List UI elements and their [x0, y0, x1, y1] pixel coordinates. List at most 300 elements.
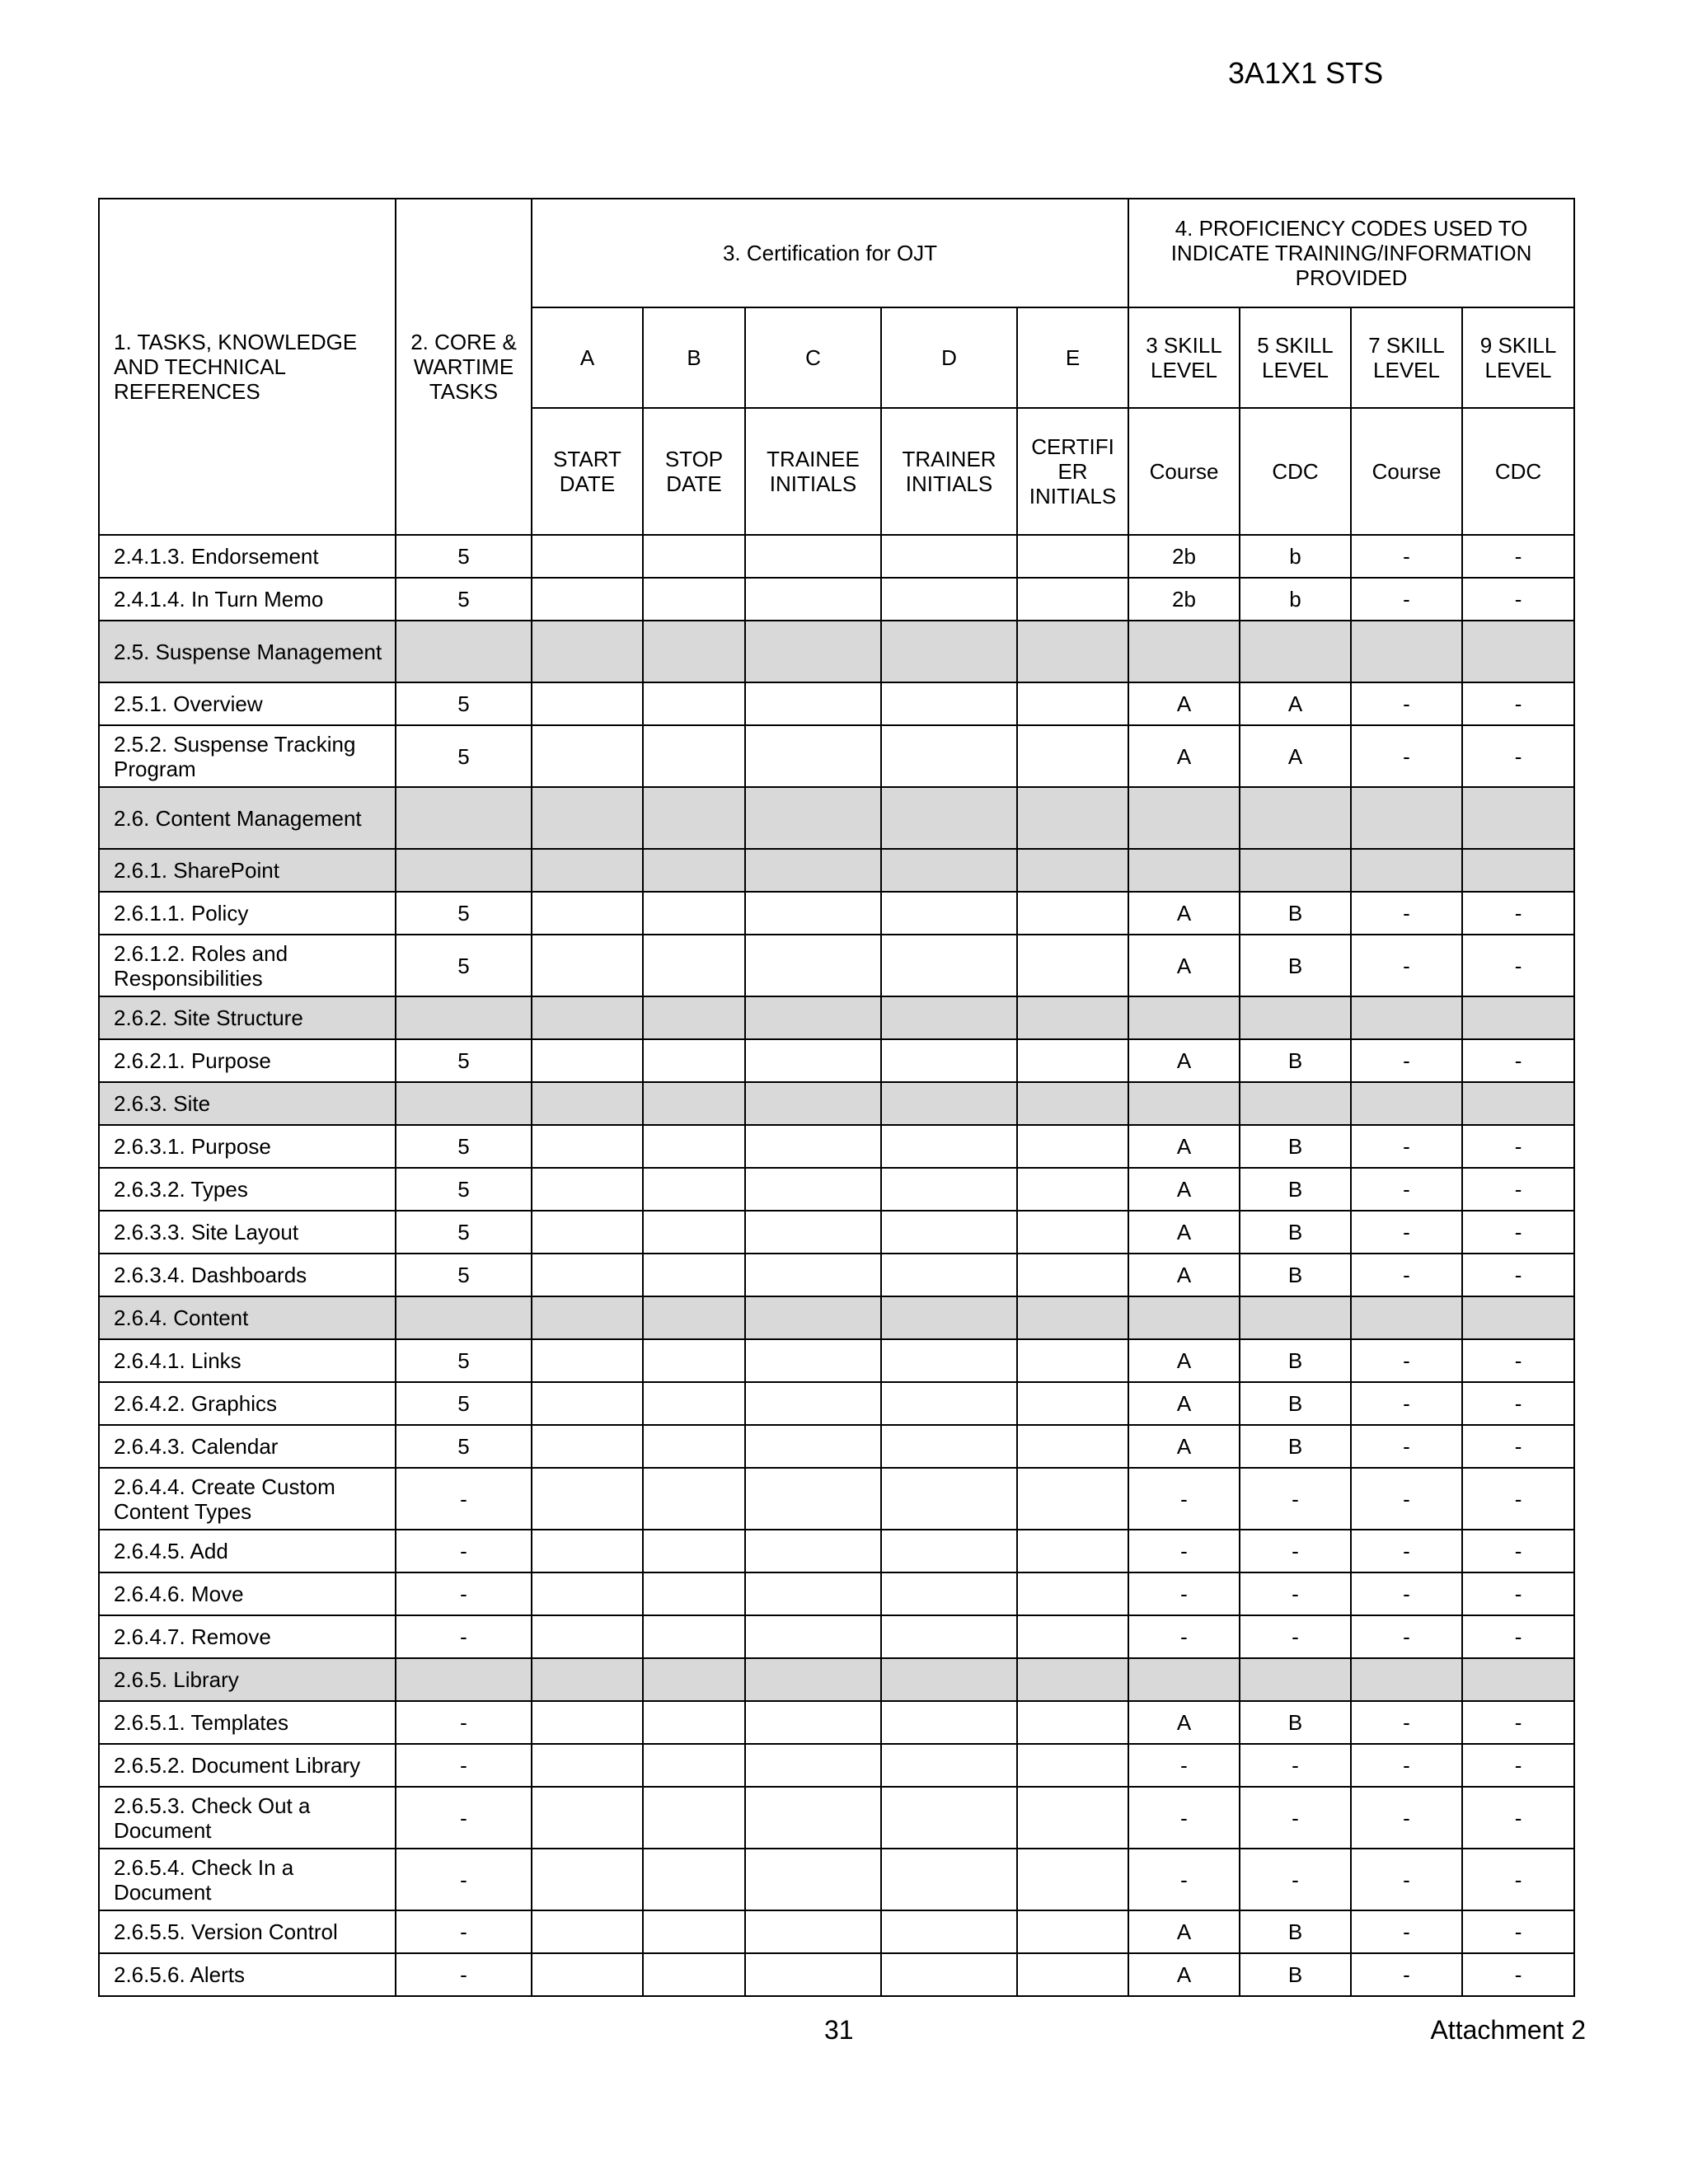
skill7-course-cell [1351, 1296, 1462, 1339]
task-cell: 2.6.2.1. Purpose [99, 1039, 396, 1082]
table-row [99, 1039, 1574, 1082]
skill7-course-cell: - [1351, 1211, 1462, 1254]
certifier-initials-cell [1017, 935, 1128, 996]
skill5-cdc-cell: - [1240, 1849, 1351, 1910]
stop-date-cell [643, 1082, 745, 1125]
core-cell: - [396, 1849, 532, 1910]
trainer-initials-cell [881, 1701, 1017, 1744]
stop-date-cell [643, 1849, 745, 1910]
skill9-cdc-cell [1462, 787, 1574, 849]
table-row [99, 1849, 1574, 1910]
stop-date-cell [643, 725, 745, 787]
skill5-cdc-cell [1240, 1082, 1351, 1125]
skill3-course-cell: A [1128, 1168, 1240, 1211]
start-date-cell [532, 1658, 643, 1701]
trainee-initials-cell [745, 1701, 881, 1744]
header-tasks: 1. TASKS, KNOWLEDGE AND TECHNICAL REFERENCES [99, 199, 396, 535]
skill9-cdc-cell [1462, 996, 1574, 1039]
skill3-course-cell [1128, 787, 1240, 849]
table-row [99, 535, 1574, 578]
trainer-initials-cell [881, 1744, 1017, 1787]
trainee-initials-cell [745, 892, 881, 935]
core-cell: 5 [396, 892, 532, 935]
stop-date-cell [643, 1701, 745, 1744]
skill9-cdc-cell: - [1462, 1382, 1574, 1425]
header-9-cdc: CDC [1462, 408, 1574, 535]
skill7-course-cell: - [1351, 1468, 1462, 1530]
page-number: 31 [824, 2015, 854, 2045]
skill9-cdc-cell: - [1462, 578, 1574, 621]
certifier-initials-cell [1017, 1701, 1128, 1744]
certifier-initials-cell [1017, 1339, 1128, 1382]
skill9-cdc-cell: - [1462, 1910, 1574, 1953]
skill5-cdc-cell [1240, 1658, 1351, 1701]
certifier-initials-cell [1017, 1910, 1128, 1953]
start-date-cell [532, 1530, 643, 1572]
stop-date-cell [643, 1382, 745, 1425]
trainer-initials-cell [881, 1382, 1017, 1425]
start-date-cell [532, 682, 643, 725]
start-date-cell [532, 1168, 643, 1211]
trainer-initials-cell [881, 1039, 1017, 1082]
skill7-course-cell: - [1351, 1530, 1462, 1572]
trainee-initials-cell [745, 1530, 881, 1572]
core-cell: 5 [396, 682, 532, 725]
skill7-course-cell: - [1351, 578, 1462, 621]
skill7-course-cell [1351, 849, 1462, 892]
skill5-cdc-cell: B [1240, 1168, 1351, 1211]
header-start-date: START DATE [532, 408, 643, 535]
trainee-initials-cell [745, 1254, 881, 1296]
skill9-cdc-cell: - [1462, 1953, 1574, 1996]
skill3-course-cell [1128, 996, 1240, 1039]
task-cell: 2.5. Suspense Management [99, 621, 396, 682]
stop-date-cell [643, 1211, 745, 1254]
skill3-course-cell: - [1128, 1744, 1240, 1787]
skill5-cdc-cell: B [1240, 1125, 1351, 1168]
start-date-cell [532, 1211, 643, 1254]
header-certification: 3. Certification for OJT [532, 199, 1128, 307]
table-row [99, 1168, 1574, 1211]
trainer-initials-cell [881, 1787, 1017, 1849]
skill5-cdc-cell: B [1240, 1953, 1351, 1996]
table-row [99, 725, 1574, 787]
certifier-initials-cell [1017, 1572, 1128, 1615]
skill5-cdc-cell: B [1240, 1039, 1351, 1082]
trainee-initials-cell [745, 1953, 881, 1996]
skill9-cdc-cell: - [1462, 1468, 1574, 1530]
skill7-course-cell: - [1351, 1701, 1462, 1744]
stop-date-cell [643, 849, 745, 892]
certifier-initials-cell [1017, 787, 1128, 849]
skill9-cdc-cell: - [1462, 1039, 1574, 1082]
trainee-initials-cell [745, 849, 881, 892]
trainee-initials-cell [745, 535, 881, 578]
core-cell: - [396, 1910, 532, 1953]
core-cell [396, 1082, 532, 1125]
header-3-course: Course [1128, 408, 1240, 535]
stop-date-cell [643, 935, 745, 996]
stop-date-cell [643, 892, 745, 935]
skill7-course-cell: - [1351, 1849, 1462, 1910]
skill7-course-cell: - [1351, 1615, 1462, 1658]
core-cell [396, 621, 532, 682]
certifier-initials-cell [1017, 1082, 1128, 1125]
trainer-initials-cell [881, 535, 1017, 578]
trainer-initials-cell [881, 621, 1017, 682]
trainee-initials-cell [745, 1910, 881, 1953]
skill7-course-cell: - [1351, 725, 1462, 787]
core-cell: 5 [396, 535, 532, 578]
skill5-cdc-cell: A [1240, 682, 1351, 725]
table-row [99, 892, 1574, 935]
task-cell: 2.4.1.4. In Turn Memo [99, 578, 396, 621]
table-row [99, 1744, 1574, 1787]
stop-date-cell [643, 1910, 745, 1953]
skill3-course-cell [1128, 621, 1240, 682]
section-row [99, 1296, 1574, 1339]
trainer-initials-cell [881, 787, 1017, 849]
skill9-cdc-cell: - [1462, 1125, 1574, 1168]
trainer-initials-cell [881, 1296, 1017, 1339]
core-cell: 5 [396, 1425, 532, 1468]
start-date-cell [532, 935, 643, 996]
stop-date-cell [643, 1296, 745, 1339]
table-row [99, 1125, 1574, 1168]
trainee-initials-cell [745, 1382, 881, 1425]
attachment-label: Attachment 2 [1430, 2015, 1586, 2045]
skill5-cdc-cell: - [1240, 1572, 1351, 1615]
core-cell: 5 [396, 1125, 532, 1168]
trainer-initials-cell [881, 1082, 1017, 1125]
trainer-initials-cell [881, 1168, 1017, 1211]
stop-date-cell [643, 1572, 745, 1615]
core-cell: 5 [396, 578, 532, 621]
trainee-initials-cell [745, 1615, 881, 1658]
table-row [99, 1211, 1574, 1254]
core-cell: - [396, 1953, 532, 1996]
start-date-cell [532, 1339, 643, 1382]
section-row [99, 621, 1574, 682]
skill7-course-cell: - [1351, 1572, 1462, 1615]
certifier-initials-cell [1017, 725, 1128, 787]
stop-date-cell [643, 1339, 745, 1382]
skill5-cdc-cell [1240, 996, 1351, 1039]
table-row [99, 682, 1574, 725]
start-date-cell [532, 1125, 643, 1168]
header-9-skill: 9 SKILL LEVEL [1462, 307, 1574, 408]
certifier-initials-cell [1017, 1615, 1128, 1658]
skill3-course-cell: A [1128, 892, 1240, 935]
task-cell: 2.6.1.1. Policy [99, 892, 396, 935]
certifier-initials-cell [1017, 1254, 1128, 1296]
certifier-initials-cell [1017, 1953, 1128, 1996]
trainee-initials-cell [745, 1425, 881, 1468]
trainee-initials-cell [745, 1787, 881, 1849]
skill5-cdc-cell: - [1240, 1744, 1351, 1787]
skill3-course-cell: - [1128, 1530, 1240, 1572]
trainer-initials-cell [881, 1425, 1017, 1468]
skill9-cdc-cell: - [1462, 1572, 1574, 1615]
skill9-cdc-cell: - [1462, 725, 1574, 787]
skill9-cdc-cell: - [1462, 1425, 1574, 1468]
table-row [99, 1425, 1574, 1468]
header-trainee-initials: TRAINEE INITIALS [745, 408, 881, 535]
skill9-cdc-cell [1462, 849, 1574, 892]
table-row [99, 1615, 1574, 1658]
header-5-cdc: CDC [1240, 408, 1351, 535]
skill9-cdc-cell: - [1462, 892, 1574, 935]
core-cell: 5 [396, 1039, 532, 1082]
table-row [99, 1254, 1574, 1296]
skill9-cdc-cell [1462, 1082, 1574, 1125]
skill3-course-cell: - [1128, 1572, 1240, 1615]
trainer-initials-cell [881, 1849, 1017, 1910]
skill9-cdc-cell: - [1462, 1849, 1574, 1910]
header-certifier-initials: CERTIFI ER INITIALS [1017, 408, 1128, 535]
start-date-cell [532, 1615, 643, 1658]
skill3-course-cell: - [1128, 1849, 1240, 1910]
start-date-cell [532, 1572, 643, 1615]
trainer-initials-cell [881, 1254, 1017, 1296]
task-cell: 2.5.2. Suspense Tracking Program [99, 725, 396, 787]
skill9-cdc-cell [1462, 1658, 1574, 1701]
task-cell: 2.6.4.7. Remove [99, 1615, 396, 1658]
skill5-cdc-cell: B [1240, 1211, 1351, 1254]
certifier-initials-cell [1017, 1125, 1128, 1168]
skill9-cdc-cell: - [1462, 1744, 1574, 1787]
certifier-initials-cell [1017, 1296, 1128, 1339]
trainee-initials-cell [745, 996, 881, 1039]
sts-table [98, 198, 1575, 1997]
start-date-cell [532, 787, 643, 849]
start-date-cell [532, 1701, 643, 1744]
core-cell: - [396, 1701, 532, 1744]
table-row [99, 1572, 1574, 1615]
trainer-initials-cell [881, 1530, 1017, 1572]
skill5-cdc-cell: B [1240, 892, 1351, 935]
skill3-course-cell: A [1128, 1254, 1240, 1296]
skill7-course-cell: - [1351, 1339, 1462, 1382]
stop-date-cell [643, 578, 745, 621]
core-cell: - [396, 1787, 532, 1849]
stop-date-cell [643, 787, 745, 849]
core-cell [396, 1658, 532, 1701]
stop-date-cell [643, 1425, 745, 1468]
skill5-cdc-cell: b [1240, 535, 1351, 578]
task-cell: 2.6.5.2. Document Library [99, 1744, 396, 1787]
certifier-initials-cell [1017, 1658, 1128, 1701]
trainee-initials-cell [745, 621, 881, 682]
trainee-initials-cell [745, 935, 881, 996]
table-row [99, 1468, 1574, 1530]
document-id: 3A1X1 STS [1228, 56, 1384, 90]
trainer-initials-cell [881, 935, 1017, 996]
skill3-course-cell: A [1128, 1339, 1240, 1382]
skill7-course-cell: - [1351, 1168, 1462, 1211]
task-cell: 2.6.1. SharePoint [99, 849, 396, 892]
skill3-course-cell [1128, 1082, 1240, 1125]
certifier-initials-cell [1017, 682, 1128, 725]
task-cell: 2.6.5.5. Version Control [99, 1910, 396, 1953]
skill3-course-cell: A [1128, 1211, 1240, 1254]
skill5-cdc-cell: B [1240, 1701, 1351, 1744]
task-cell: 2.6.3. Site [99, 1082, 396, 1125]
stop-date-cell [643, 1039, 745, 1082]
stop-date-cell [643, 1787, 745, 1849]
certifier-initials-cell [1017, 1425, 1128, 1468]
skill5-cdc-cell: B [1240, 1425, 1351, 1468]
core-cell: 5 [396, 1168, 532, 1211]
certifier-initials-cell [1017, 578, 1128, 621]
skill7-course-cell: - [1351, 1910, 1462, 1953]
start-date-cell [532, 535, 643, 578]
skill5-cdc-cell: B [1240, 1382, 1351, 1425]
core-cell [396, 996, 532, 1039]
table-row [99, 1787, 1574, 1849]
start-date-cell [532, 725, 643, 787]
skill5-cdc-cell [1240, 849, 1351, 892]
certifier-initials-cell [1017, 849, 1128, 892]
task-cell: 2.6.4.6. Move [99, 1572, 396, 1615]
core-cell: 5 [396, 1211, 532, 1254]
task-cell: 2.6.4.2. Graphics [99, 1382, 396, 1425]
header-cert-d: D [881, 307, 1017, 408]
trainer-initials-cell [881, 1339, 1017, 1382]
stop-date-cell [643, 1744, 745, 1787]
skill7-course-cell [1351, 996, 1462, 1039]
trainee-initials-cell [745, 578, 881, 621]
skill5-cdc-cell: - [1240, 1615, 1351, 1658]
core-cell [396, 787, 532, 849]
trainer-initials-cell [881, 1572, 1017, 1615]
start-date-cell [532, 1425, 643, 1468]
header-core-wartime: 2. CORE & WARTIME TASKS [396, 199, 532, 535]
header-stop-date: STOP DATE [643, 408, 745, 535]
trainee-initials-cell [745, 725, 881, 787]
skill3-course-cell: A [1128, 1910, 1240, 1953]
task-cell: 2.6.3.4. Dashboards [99, 1254, 396, 1296]
core-cell: 5 [396, 1339, 532, 1382]
stop-date-cell [643, 1615, 745, 1658]
skill9-cdc-cell: - [1462, 1211, 1574, 1254]
certifier-initials-cell [1017, 996, 1128, 1039]
skill9-cdc-cell: - [1462, 1787, 1574, 1849]
skill3-course-cell [1128, 849, 1240, 892]
certifier-initials-cell [1017, 1744, 1128, 1787]
stop-date-cell [643, 1468, 745, 1530]
trainer-initials-cell [881, 1910, 1017, 1953]
section-row [99, 787, 1574, 849]
start-date-cell [532, 1849, 643, 1910]
header-3-skill: 3 SKILL LEVEL [1128, 307, 1240, 408]
task-cell: 2.6.5.3. Check Out a Document [99, 1787, 396, 1849]
skill3-course-cell: - [1128, 1615, 1240, 1658]
header-cert-b: B [643, 307, 745, 408]
skill7-course-cell: - [1351, 682, 1462, 725]
start-date-cell [532, 621, 643, 682]
task-cell: 2.6.3.2. Types [99, 1168, 396, 1211]
certifier-initials-cell [1017, 535, 1128, 578]
task-cell: 2.6.5. Library [99, 1658, 396, 1701]
start-date-cell [532, 1787, 643, 1849]
skill7-course-cell: - [1351, 535, 1462, 578]
skill5-cdc-cell: B [1240, 935, 1351, 996]
skill9-cdc-cell: - [1462, 1530, 1574, 1572]
skill9-cdc-cell [1462, 1296, 1574, 1339]
skill7-course-cell: - [1351, 892, 1462, 935]
skill7-course-cell [1351, 1082, 1462, 1125]
skill9-cdc-cell: - [1462, 935, 1574, 996]
table-row [99, 1701, 1574, 1744]
skill3-course-cell: 2b [1128, 578, 1240, 621]
start-date-cell [532, 1296, 643, 1339]
task-cell: 2.6.3.3. Site Layout [99, 1211, 396, 1254]
stop-date-cell [643, 535, 745, 578]
skill7-course-cell: - [1351, 1125, 1462, 1168]
skill9-cdc-cell: - [1462, 1701, 1574, 1744]
skill7-course-cell [1351, 787, 1462, 849]
core-cell: - [396, 1744, 532, 1787]
table-row [99, 1530, 1574, 1572]
stop-date-cell [643, 1254, 745, 1296]
core-cell: 5 [396, 725, 532, 787]
trainee-initials-cell [745, 1168, 881, 1211]
skill5-cdc-cell: B [1240, 1910, 1351, 1953]
start-date-cell [532, 1082, 643, 1125]
trainee-initials-cell [745, 1125, 881, 1168]
trainer-initials-cell [881, 1658, 1017, 1701]
trainee-initials-cell [745, 1468, 881, 1530]
skill9-cdc-cell [1462, 621, 1574, 682]
certifier-initials-cell [1017, 1849, 1128, 1910]
skill7-course-cell: - [1351, 1425, 1462, 1468]
skill5-cdc-cell [1240, 621, 1351, 682]
skill5-cdc-cell: B [1240, 1339, 1351, 1382]
start-date-cell [532, 1468, 643, 1530]
skill3-course-cell: A [1128, 725, 1240, 787]
stop-date-cell [643, 1953, 745, 1996]
task-cell: 2.6.3.1. Purpose [99, 1125, 396, 1168]
trainee-initials-cell [745, 1039, 881, 1082]
skill7-course-cell: - [1351, 1787, 1462, 1849]
certifier-initials-cell [1017, 1530, 1128, 1572]
skill3-course-cell: 2b [1128, 535, 1240, 578]
trainee-initials-cell [745, 1082, 881, 1125]
task-cell: 2.6.4.4. Create Custom Content Types [99, 1468, 396, 1530]
trainee-initials-cell [745, 1339, 881, 1382]
table-row [99, 1382, 1574, 1425]
skill7-course-cell [1351, 1658, 1462, 1701]
skill9-cdc-cell: - [1462, 1168, 1574, 1211]
skill7-course-cell: - [1351, 935, 1462, 996]
skill3-course-cell: A [1128, 1039, 1240, 1082]
start-date-cell [532, 1254, 643, 1296]
start-date-cell [532, 1953, 643, 1996]
start-date-cell [532, 849, 643, 892]
skill5-cdc-cell: - [1240, 1530, 1351, 1572]
skill5-cdc-cell: B [1240, 1254, 1351, 1296]
skill3-course-cell [1128, 1658, 1240, 1701]
trainer-initials-cell [881, 849, 1017, 892]
start-date-cell [532, 996, 643, 1039]
skill7-course-cell: - [1351, 1039, 1462, 1082]
trainee-initials-cell [745, 1744, 881, 1787]
certifier-initials-cell [1017, 1787, 1128, 1849]
certifier-initials-cell [1017, 892, 1128, 935]
skill3-course-cell: A [1128, 682, 1240, 725]
trainee-initials-cell [745, 682, 881, 725]
